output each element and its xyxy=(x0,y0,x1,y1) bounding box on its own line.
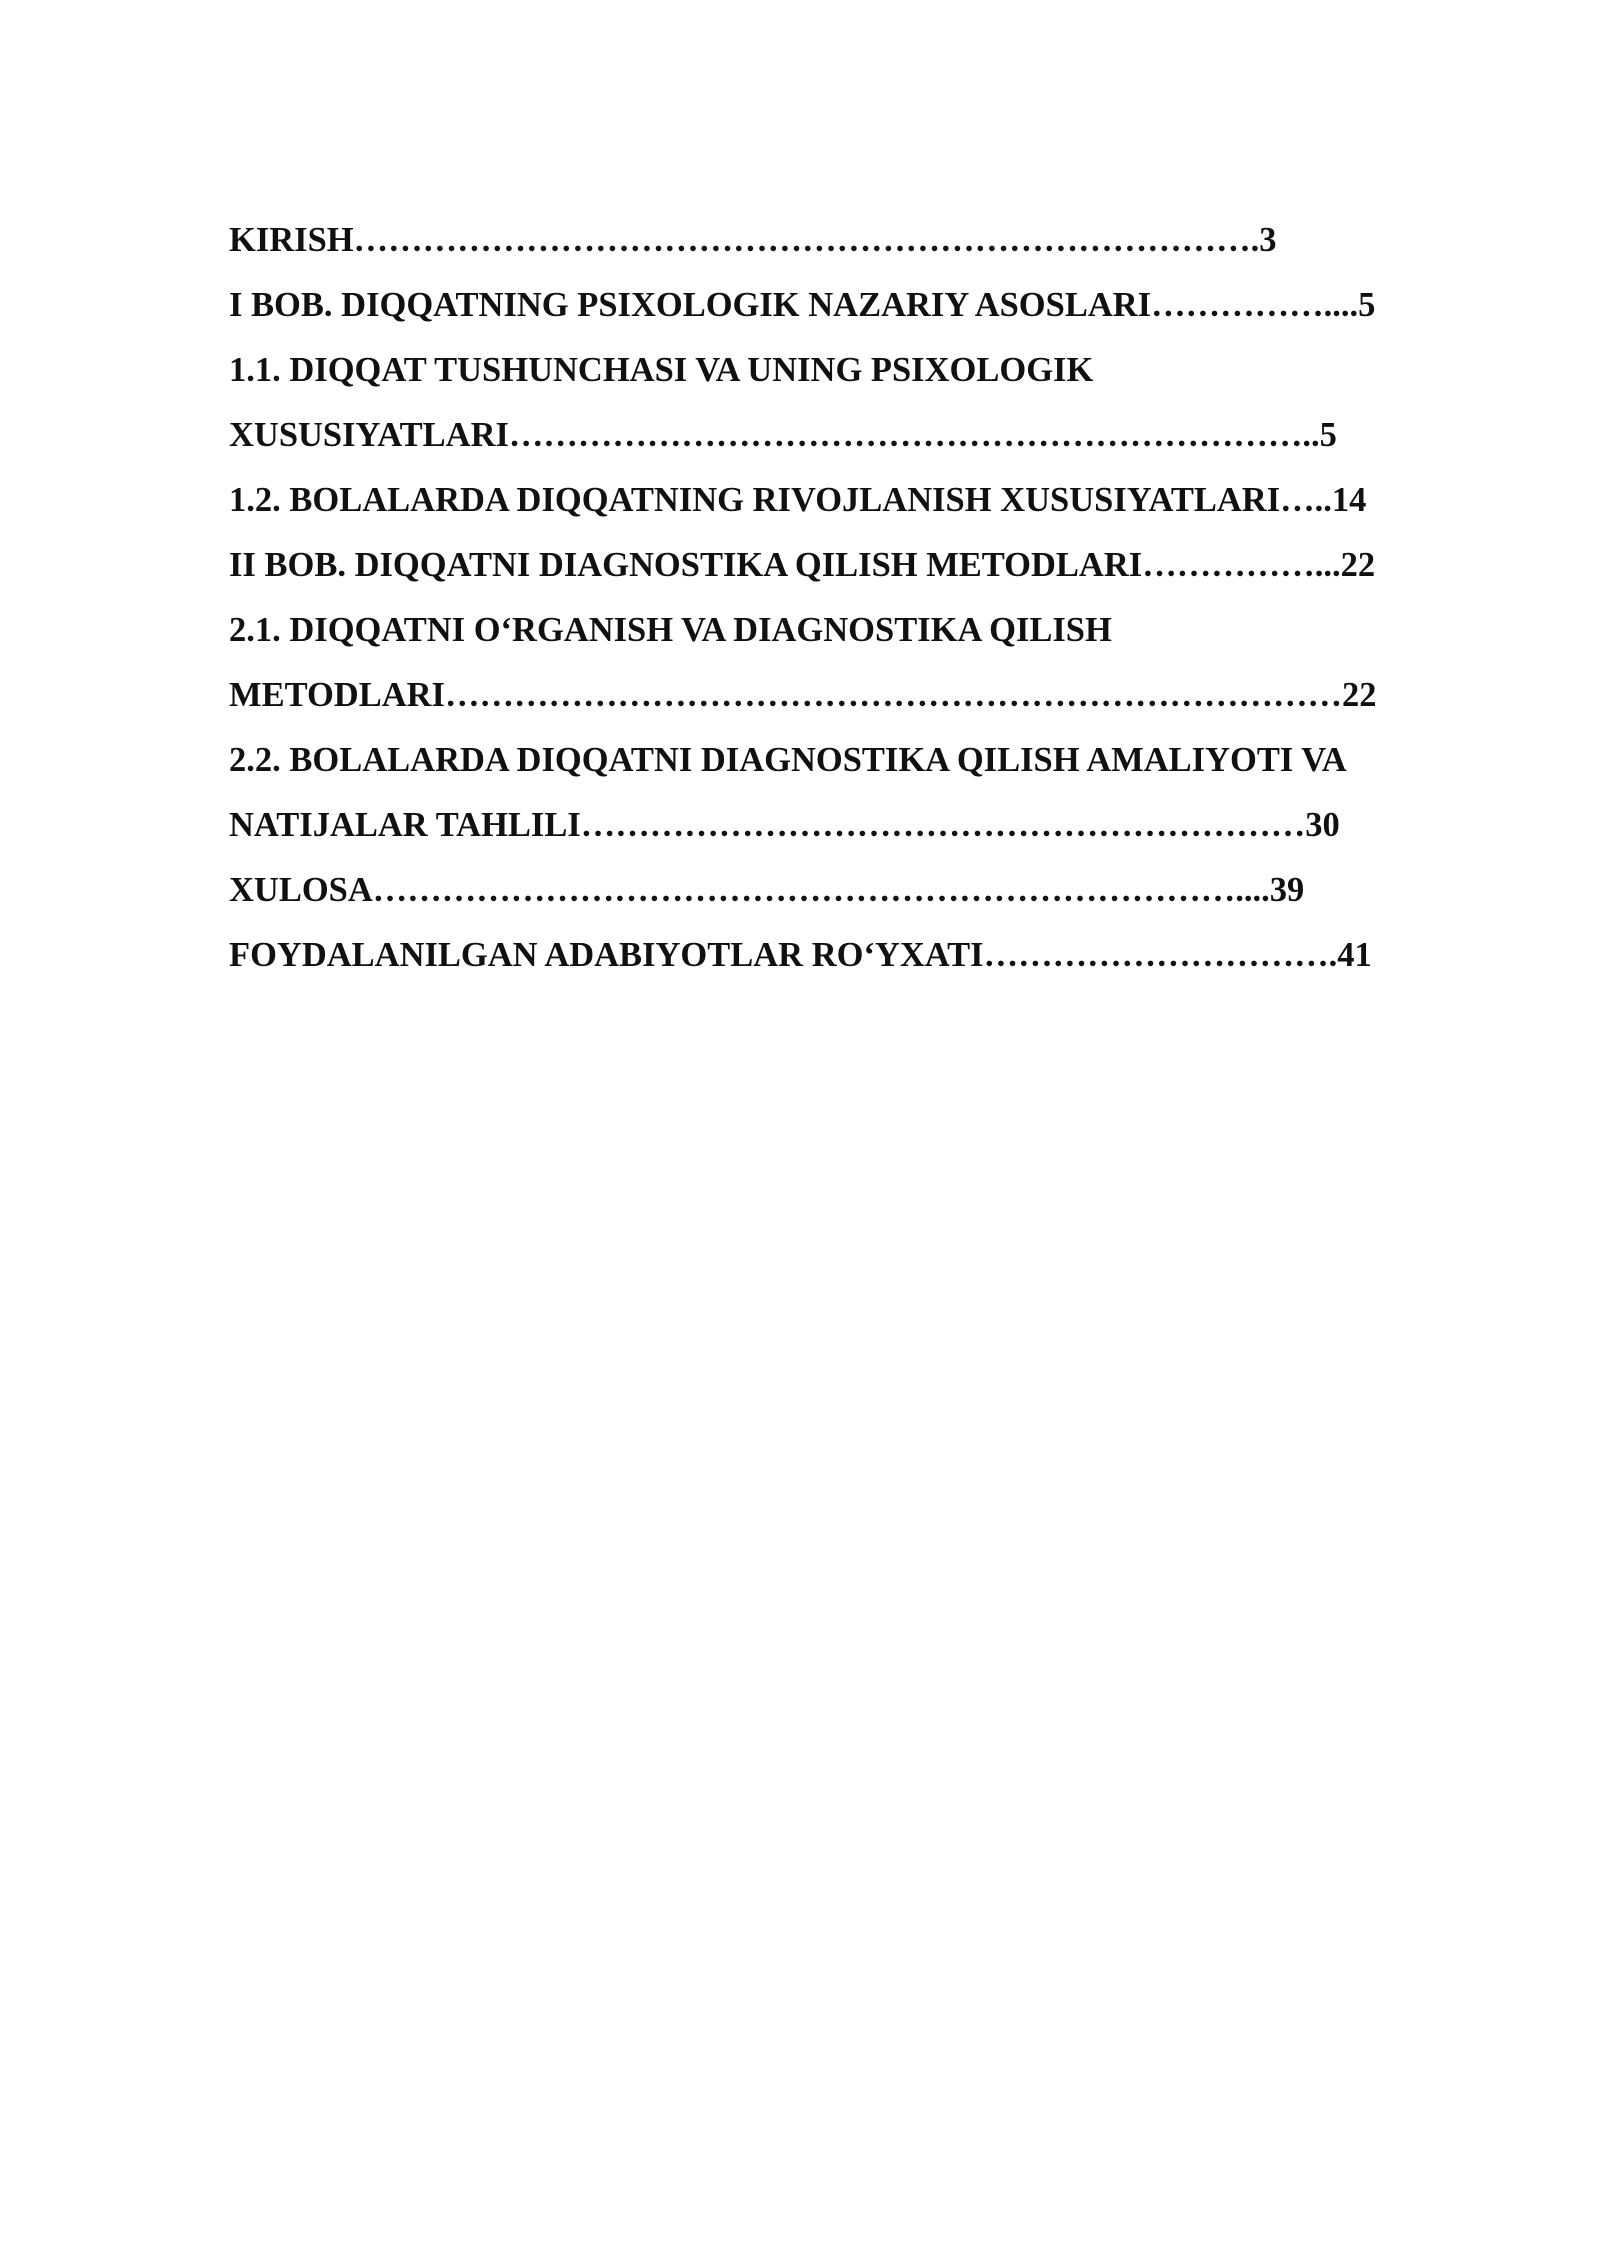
toc-entry-section-2-1-part-2: METODLARI……………………………………………………………………22 xyxy=(229,676,1377,714)
toc-entry-chapter-1: I BOB. DIQQATNING PSIXOLOGIK NAZARIY ASOSLARI……………....5 xyxy=(229,286,1376,324)
toc-entry-kirish: KIRISH…………………………………………………………………….3 xyxy=(229,221,1277,259)
toc-entry-section-2-1-part-1: 2.1. DIQQATNI O‘RGANISH VA DIAGNOSTIKA QILISH xyxy=(229,611,1112,649)
toc-entry-section-1-1-part-2: XUSUSIYATLARI……………………………………………………………..5 xyxy=(229,416,1337,454)
toc-entry-xulosa: XULOSA…………………………………………………………………....39 xyxy=(229,871,1305,909)
toc-entry-section-2-2-part-2: NATIJALAR TAHLILI………………………………………………………30 xyxy=(229,806,1340,844)
toc-entry-section-1-1-part-1: 1.1. DIQQAT TUSHUNCHASI VA UNING PSIXOLOGIK xyxy=(229,351,1094,389)
toc-entry-section-2-2-part-1: 2.2. BOLALARDA DIQQATNI DIAGNOSTIKA QILISH AMALIYOTI VA xyxy=(229,741,1347,779)
toc-entry-section-1-2: 1.2. BOLALARDA DIQQATNING RIVOJLANISH XUSUSIYATLARI…..14 xyxy=(229,481,1367,519)
toc-entry-references: FOYDALANILGAN ADABIYOTLAR RO‘YXATI………………………….41 xyxy=(229,936,1372,974)
toc-entry-chapter-2: II BOB. DIQQATNI DIAGNOSTIKA QILISH METODLARI……………...22 xyxy=(229,546,1376,584)
table-of-contents xyxy=(229,208,1499,988)
